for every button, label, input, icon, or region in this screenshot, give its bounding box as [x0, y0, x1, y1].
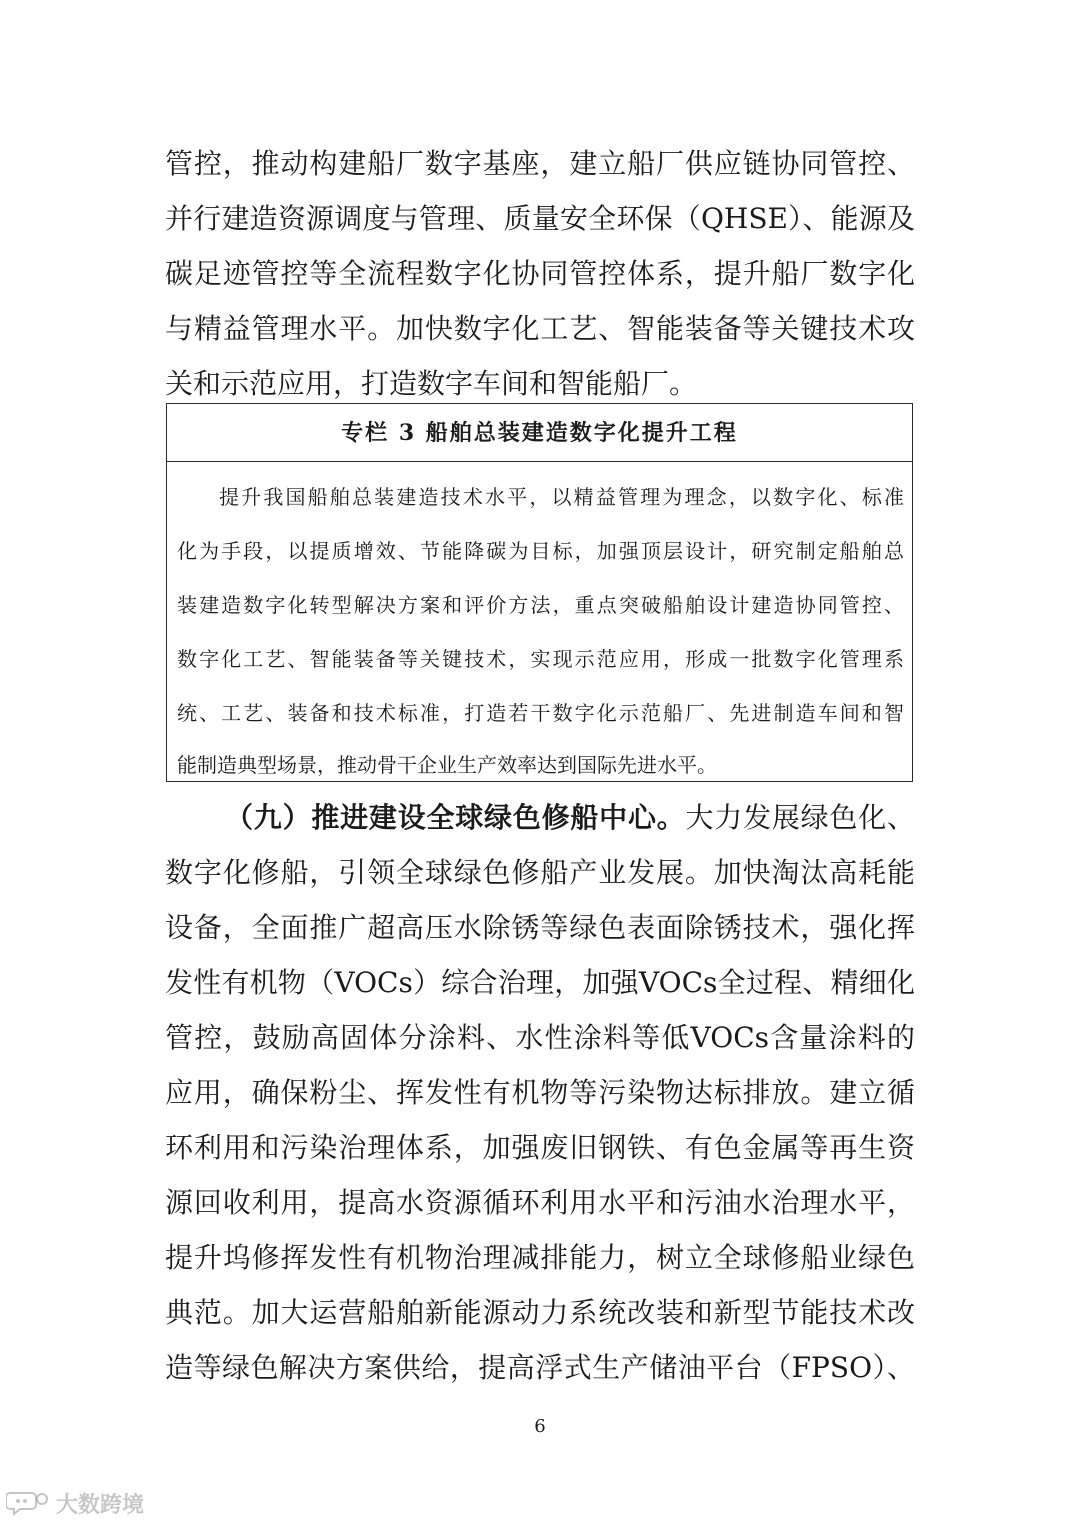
- body-line: 源回收利用，提高水资源循环利用水平和污油水治理水平，: [165, 1186, 915, 1219]
- column-box-line: 统、工艺、装备和技术标准，打造若干数字化示范船厂、先进制造车间和智: [177, 701, 904, 725]
- body-line: 碳足迹管控等全流程数字化协同管控体系，提升船厂数字化: [165, 257, 915, 290]
- column-box-title: 专栏 3 船舶总装建造数字化提升工程: [167, 404, 912, 462]
- watermark: [6, 1488, 144, 1518]
- body-line: 管控，鼓励高固体分涂料、水性涂料等低VOCs含量涂料的: [165, 1021, 915, 1054]
- body-line: 并行建造资源调度与管理、质量安全环保（QHSE）、能源及: [165, 202, 915, 235]
- page-number: 6: [534, 1416, 546, 1437]
- body-line: 应用，确保粉尘、挥发性有机物等污染物达标排放。建立循: [165, 1076, 915, 1109]
- body-line: 关和示范应用，打造数字车间和智能船厂。: [165, 367, 698, 400]
- body-line: 设备，全面推广超高压水除锈等绿色表面除锈技术，强化挥: [165, 911, 915, 944]
- body-line: 与精益管理水平。加快数字化工艺、智能装备等关键技术攻: [165, 312, 915, 345]
- watermark-text: 大数跨境: [56, 1491, 145, 1517]
- body-line: 数字化修船，引领全球绿色修船产业发展。加快淘汰高耗能: [165, 856, 915, 889]
- body-line: 提升坞修挥发性有机物治理减排能力，树立全球修船业绿色: [165, 1241, 915, 1274]
- column-box-line: 数字化工艺、智能装备等关键技术，实现示范应用，形成一批数字化管理系: [177, 647, 904, 671]
- section-nine-first-line-rest: 大力发展绿色化、: [685, 801, 915, 834]
- body-line: 发性有机物（VOCs）综合治理，加强VOCs全过程、精细化: [165, 966, 915, 999]
- column-box-line: 提升我国船舶总装建造技术水平，以精益管理为理念，以数字化、标准: [219, 485, 904, 509]
- section-nine-heading: （九）推进建设全球绿色修船中心。: [225, 801, 686, 834]
- section-nine-first-line: [225, 800, 915, 836]
- body-line: 典范。加大运营船舶新能源动力系统改装和新型节能技术改: [165, 1296, 915, 1329]
- body-line: 造等绿色解决方案供给，提高浮式生产储油平台（FPSO）、: [165, 1351, 915, 1384]
- column-box-line: 装建造数字化转型解决方案和评价方法，重点突破船舶设计建造协同管控、: [177, 593, 904, 617]
- chat-bubble-icon: [6, 1489, 50, 1517]
- body-line: 管控，推动构建船厂数字基座，建立船厂供应链协同管控、: [165, 147, 915, 180]
- body-line: 环利用和污染治理体系，加强废旧钢铁、有色金属等再生资: [165, 1131, 915, 1164]
- column-box: [166, 403, 913, 782]
- column-box-line: 化为手段，以提质增效、节能降碳为目标，加强顶层设计，研究制定船舶总: [177, 539, 904, 563]
- column-box-line: 能制造典型场景，推动骨干企业生产效率达到国际先进水平。: [177, 753, 717, 777]
